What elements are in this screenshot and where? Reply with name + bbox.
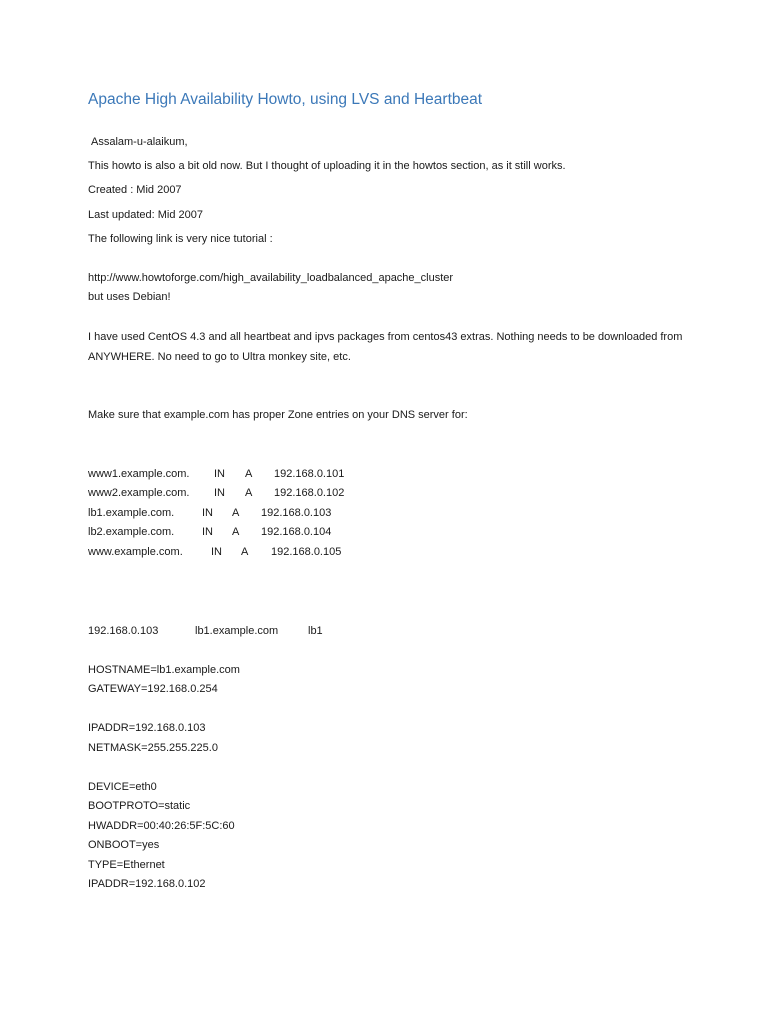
dns-ip: 192.168.0.104 (261, 526, 332, 538)
hosts-fqdn: lb1.example.com (195, 625, 279, 637)
dns-host: www.example.com. (88, 546, 183, 558)
config-netmask: NETMASK=255.255.225.0 (88, 742, 218, 754)
dns-class: IN (214, 468, 225, 480)
dns-host: lb2.example.com. (88, 526, 175, 538)
dns-ip: 192.168.0.101 (274, 468, 345, 480)
intro-text: This howto is also a bit old now. But I thought of uploading it in the howtos section, as it still works. (88, 160, 566, 172)
greeting: Assalam-u-alaikum, (91, 136, 188, 148)
hosts-alias: lb1 (308, 625, 323, 637)
config-bootproto: BOOTPROTO=static (88, 800, 191, 812)
last-updated-date: Last updated: Mid 2007 (88, 209, 203, 221)
config-ipaddr: IPADDR=192.168.0.103 (88, 722, 206, 734)
config-hostname: HOSTNAME=lb1.example.com (88, 664, 240, 676)
dns-type: A (245, 468, 253, 480)
dns-ip: 192.168.0.105 (271, 546, 342, 558)
config-hwaddr: HWADDR=00:40:26:5F:5C:60 (88, 820, 235, 832)
dns-host: www1.example.com. (88, 468, 190, 480)
link-intro: The following link is very nice tutorial : (88, 233, 273, 245)
dns-class: IN (214, 487, 225, 499)
created-date: Created : Mid 2007 (88, 184, 182, 196)
config-ipaddr-2: IPADDR=192.168.0.102 (88, 878, 206, 890)
config-gateway: GATEWAY=192.168.0.254 (88, 683, 218, 695)
dns-host: www2.example.com. (88, 487, 190, 499)
config-type: TYPE=Ethernet (88, 859, 165, 871)
packages-paragraph: I have used CentOS 4.3 and all heartbeat and ipvs packages from centos43 extras. Nothing needs to be downloaded from ANYWHERE. No need to go to Ultra monkey site, etc. (88, 331, 683, 363)
dns-type: A (245, 487, 253, 499)
dns-class: IN (202, 507, 213, 519)
link-note: but uses Debian! (88, 291, 171, 303)
config-onboot: ONBOOT=yes (88, 839, 160, 851)
tutorial-link[interactable]: http://www.howtoforge.com/high_availability_loadbalanced_apache_cluster (88, 272, 454, 284)
dns-host: lb1.example.com. (88, 507, 175, 519)
dns-ip: 192.168.0.102 (274, 487, 345, 499)
dns-type: A (241, 546, 249, 558)
dns-ip: 192.168.0.103 (261, 507, 332, 519)
dns-intro: Make sure that example.com has proper Zone entries on your DNS server for: (88, 409, 468, 421)
config-device: DEVICE=eth0 (88, 781, 157, 793)
document-title: Apache High Availability Howto, using LVS and Heartbeat (88, 91, 483, 108)
dns-class: IN (202, 526, 213, 538)
dns-class: IN (211, 546, 222, 558)
dns-type: A (232, 526, 240, 538)
dns-type: A (232, 507, 240, 519)
hosts-ip: 192.168.0.103 (88, 625, 159, 637)
